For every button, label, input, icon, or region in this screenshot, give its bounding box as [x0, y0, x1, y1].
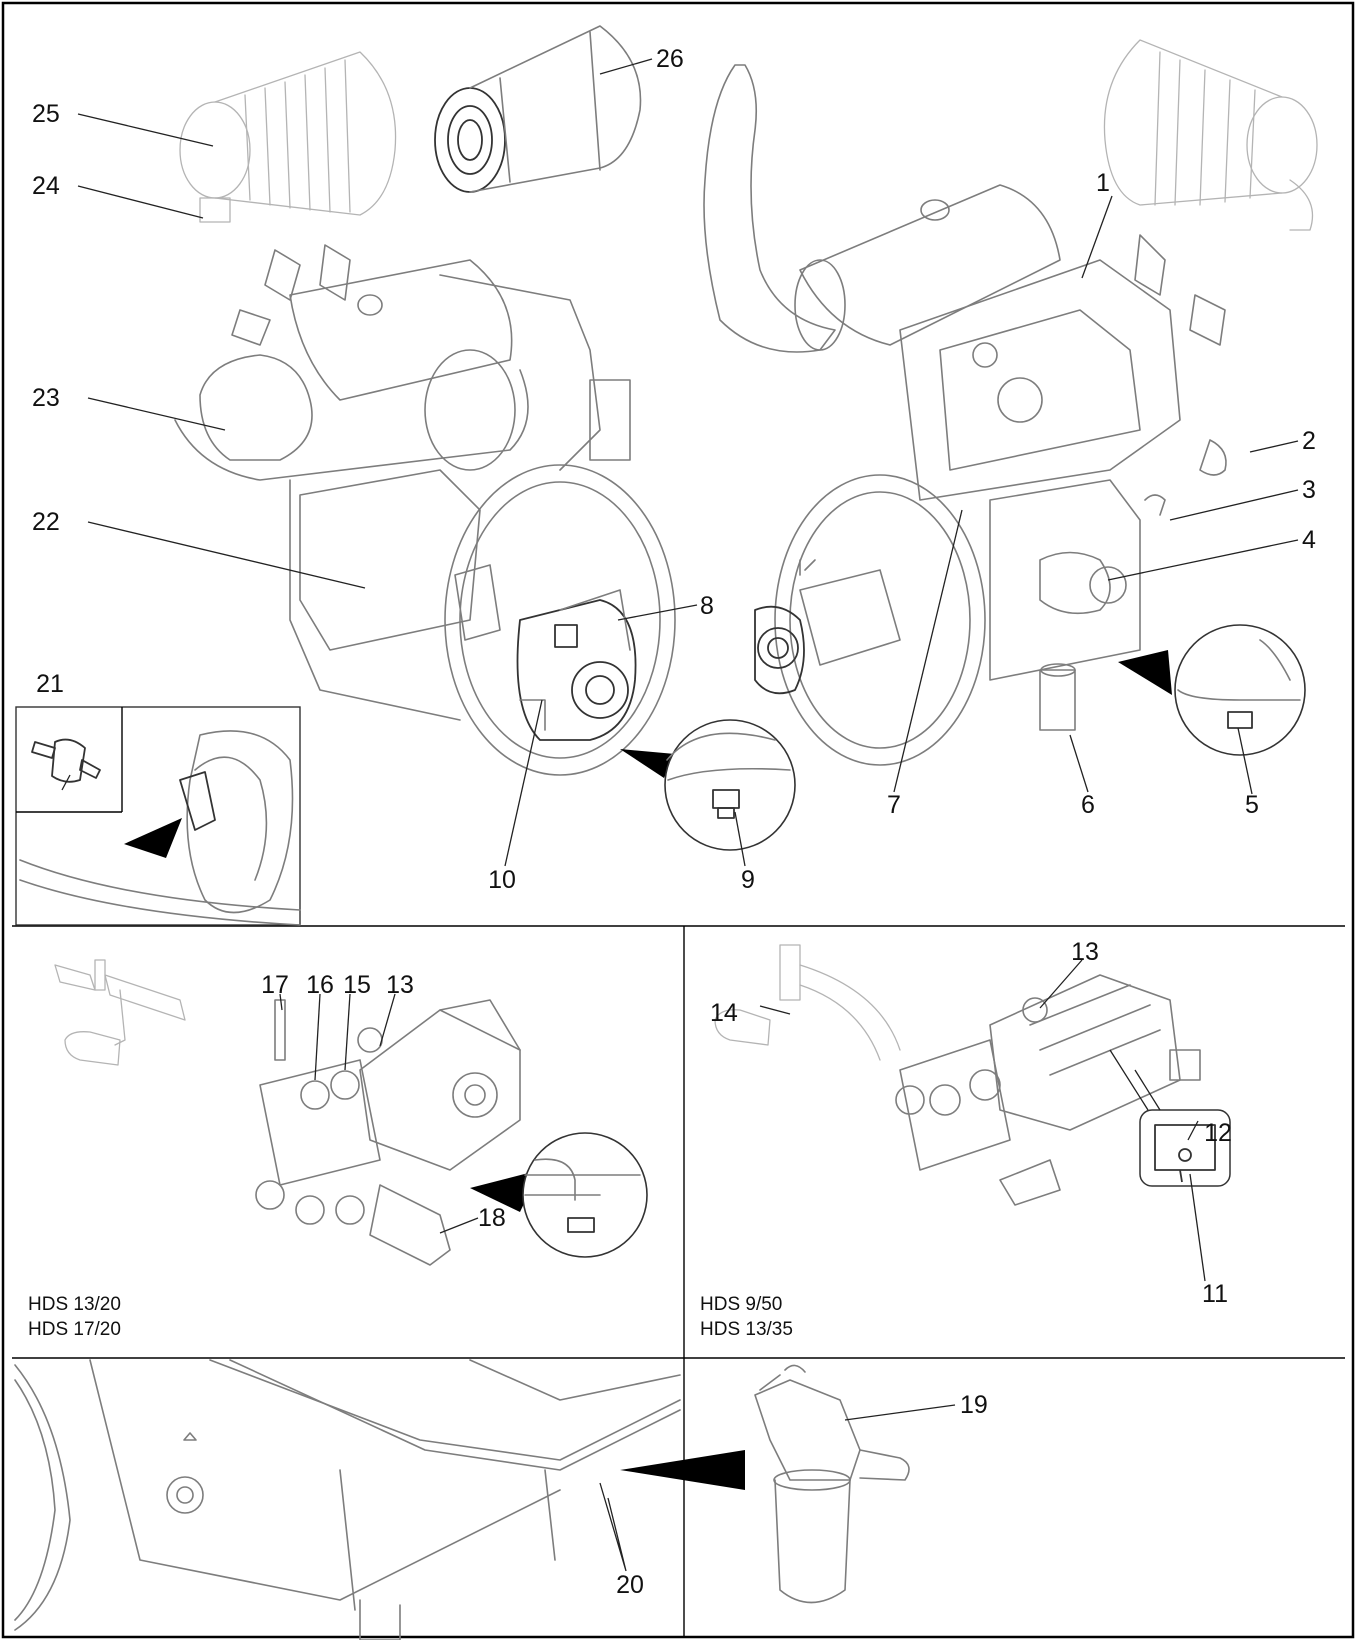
callout-8: 8 [700, 592, 714, 620]
callout-26: 26 [656, 45, 684, 73]
callout-17: 17 [261, 971, 289, 999]
callout-1: 1 [1096, 169, 1110, 197]
callout-14: 14 [710, 999, 738, 1027]
air-filter-right-icon [1104, 40, 1317, 230]
callout-19: 19 [960, 1391, 988, 1419]
callout-6: 6 [1081, 791, 1095, 819]
callout-24: 24 [32, 172, 60, 200]
callout-11: 11 [1202, 1280, 1228, 1308]
callout-3: 3 [1302, 476, 1316, 504]
fuel-filter-inset [16, 707, 300, 925]
callout-25: 25 [32, 100, 60, 128]
callout-22: 22 [32, 508, 60, 536]
callout-12: 12 [1204, 1119, 1232, 1147]
callout-7: 7 [887, 791, 901, 819]
engine-left-icon [175, 245, 675, 775]
callout-20: 20 [616, 1571, 644, 1599]
callout-10: 10 [488, 866, 516, 894]
callout-18: 18 [478, 1204, 506, 1232]
pointer-5 [1118, 650, 1172, 695]
oil-filter-icon [435, 26, 641, 192]
callout-2: 2 [1302, 427, 1316, 455]
detail-loupe-18 [523, 1133, 647, 1257]
vehicle-front-icon [15, 1360, 680, 1640]
callout-23: 23 [32, 384, 60, 412]
callout-15: 15 [343, 971, 371, 999]
air-filter-icon [180, 52, 396, 222]
model-label-hds-9-50: HDS 9/50 [700, 1294, 783, 1315]
pointer-19 [620, 1450, 745, 1490]
model-label-hds-13-35: HDS 13/35 [700, 1319, 793, 1340]
callout-13-right: 13 [1071, 938, 1099, 966]
callout-21: 21 [36, 670, 64, 698]
callout-9: 9 [741, 866, 755, 894]
water-filter-icon [755, 1365, 909, 1602]
pump-hose-right-icon [715, 945, 900, 1060]
callout-5: 5 [1245, 791, 1259, 819]
model-label-hds-13-20: HDS 13/20 [28, 1294, 121, 1315]
pump-hose-left-icon [55, 960, 185, 1065]
callout-16: 16 [306, 971, 334, 999]
detail-loupe-9 [665, 720, 795, 850]
callout-13-left: 13 [386, 971, 414, 999]
callout-4: 4 [1302, 526, 1316, 554]
model-label-hds-17-20: HDS 17/20 [28, 1319, 121, 1340]
